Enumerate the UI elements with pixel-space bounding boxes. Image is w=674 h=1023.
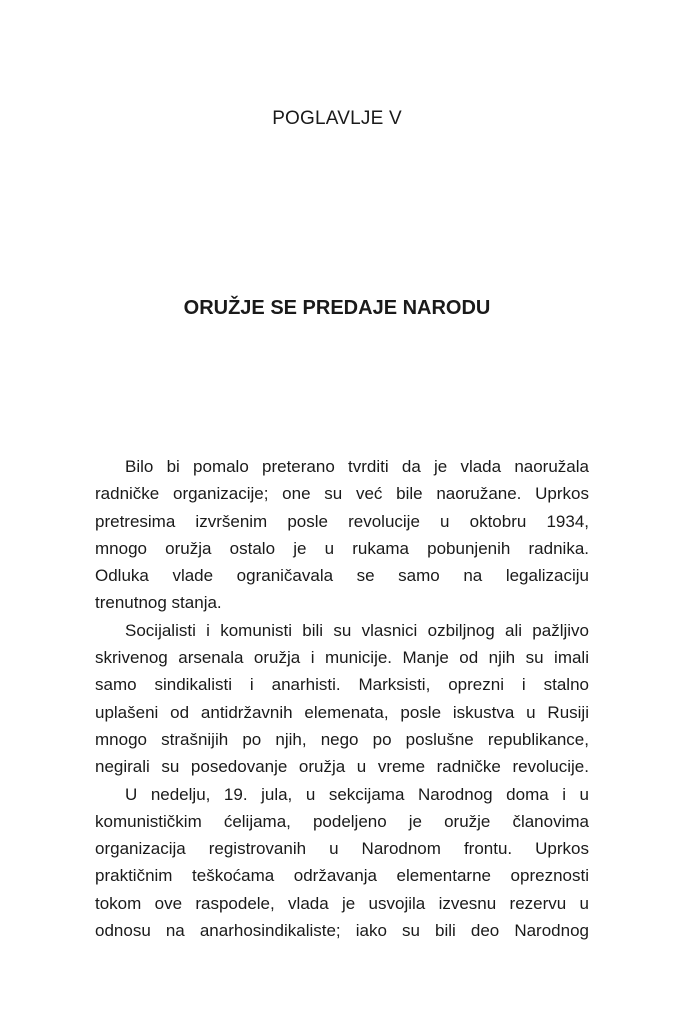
text-line: tokom ove raspodele, vlada je usvojila izvesnu rezervu u	[95, 893, 589, 913]
text-line: komunističkim ćelijama, podeljeno je oružje članovima	[95, 811, 589, 831]
text-line: pretresima izvršenim posle revolucije u oktobru 1934,	[95, 511, 589, 531]
text-line: odnosu na anarhosindikaliste; iako su bili deo Narodnog	[95, 921, 589, 941]
text-line: trenutnog stanja.	[95, 593, 222, 613]
text-line: negirali su posedovanje oružja u vreme radničke revolucije.	[95, 757, 589, 777]
text-line: Odluka vlade ograničavala se samo na legalizaciju	[95, 566, 589, 586]
text-line: uplašeni od antidržavnih elemenata, posle iskustva u Rusiji	[95, 702, 589, 722]
paragraph-3	[95, 781, 589, 945]
text-line: samo sindikalisti i anarhisti. Marksisti, oprezni i stalno	[95, 675, 589, 695]
text-line: Bilo bi pomalo preterano tvrditi da je vlada naoružala	[125, 457, 589, 476]
paragraph-2	[95, 617, 589, 781]
text-line: mnogo oružja ostalo je u rukama pobunjenih radnika.	[95, 538, 589, 558]
text-line: skrivenog arsenala oružja i municije. Manje od njih su imali	[95, 648, 589, 668]
text-line: U nedelju, 19. jula, u sekcijama Narodnog doma i u	[125, 784, 589, 804]
chapter-title: ORUŽJE SE PREDAJE NARODU	[183, 297, 491, 319]
body-text	[95, 453, 589, 944]
text-line: mnogo strašnijih po njih, nego po poslušne republikance,	[95, 729, 589, 749]
chapter-label: POGLAVLJE V	[272, 108, 402, 129]
text-line: Socijalisti i komunisti bili su vlasnici ozbiljnog ali pažljivo	[125, 620, 589, 640]
text-line: radničke organizacije; one su već bile naoružane. Uprkos	[95, 484, 589, 504]
paragraph-1	[95, 453, 589, 617]
text-line: praktičnim teškoćama održavanja elementarne opreznosti	[95, 866, 589, 886]
text-line: organizacija registrovanih u Narodnom frontu. Uprkos	[95, 839, 589, 859]
